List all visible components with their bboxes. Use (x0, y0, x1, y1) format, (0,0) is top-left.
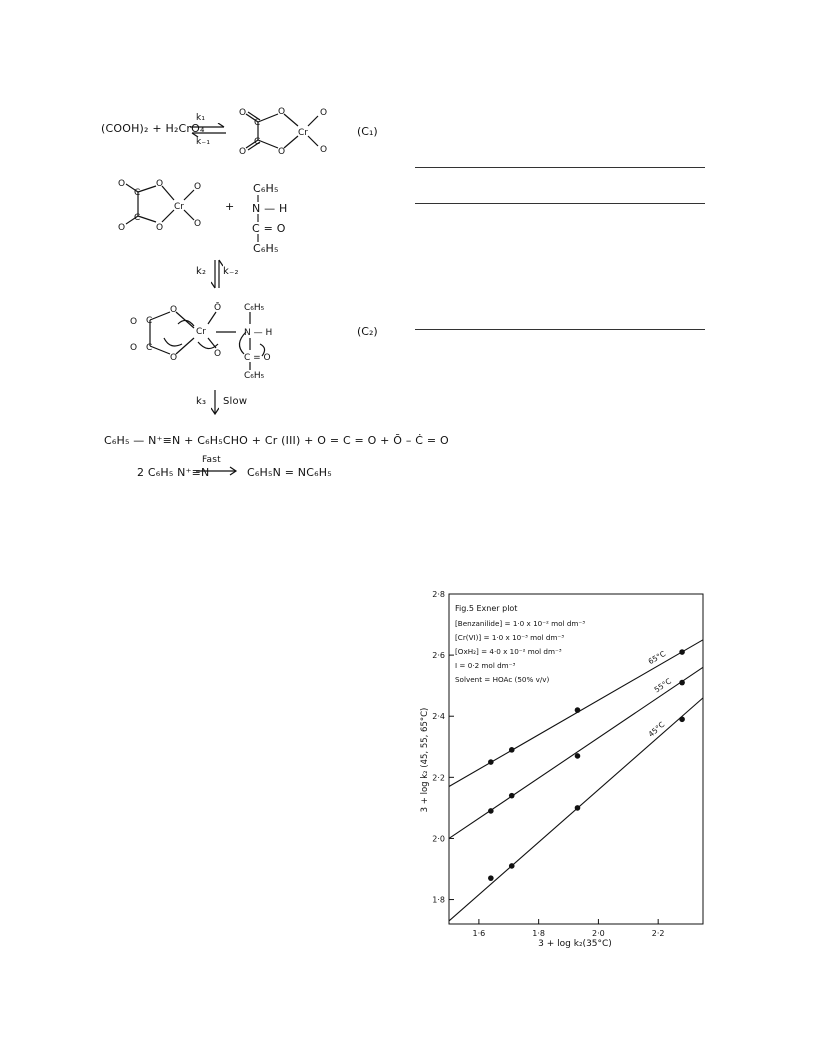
data-point (509, 793, 515, 799)
data-point (509, 863, 515, 869)
legend-line-4: I = 0·2 mol dm⁻³ (455, 661, 516, 670)
benzanilide-top: C₆H₅ (253, 182, 279, 195)
legend-line-2: [Cr(VI)] = 1·0 x 10⁻³ mol dm⁻³ (455, 633, 565, 642)
table-header-rule (415, 203, 705, 204)
x-axis-ticks (473, 919, 665, 938)
svg-text:O: O (130, 317, 138, 327)
eq1-label: (C₁) (357, 125, 378, 138)
benzanilide-bonds (254, 193, 264, 243)
svg-text:O: O (278, 147, 286, 157)
svg-text:O: O (156, 223, 164, 233)
svg-text:C: C (254, 137, 261, 147)
c2-label: (C₂) (357, 325, 378, 338)
data-point (488, 875, 494, 881)
svg-text:O: O (194, 182, 202, 192)
data-point (575, 707, 581, 713)
svg-text:O: O (130, 343, 138, 353)
fast-reactants: 2 C₆H₅ N⁺≡N (137, 466, 210, 479)
svg-text:O: O (156, 179, 164, 189)
svg-text:O: O (278, 107, 286, 117)
svg-text:Cr: Cr (196, 327, 206, 337)
data-point (488, 808, 494, 814)
x-tick-label: 1·8 (532, 929, 546, 938)
eq1-k-reverse: k₋₁ (196, 137, 211, 147)
data-point (679, 716, 685, 722)
step2-plus: + (225, 200, 235, 213)
svg-text:C = O: C = O (244, 353, 271, 363)
fast-label: Fast (202, 455, 221, 465)
table-bottom-rule (415, 329, 705, 330)
series-label: 45°C (646, 719, 667, 739)
svg-text:Cr: Cr (174, 202, 184, 212)
c2-intermediate-diagram (128, 298, 328, 378)
chart-title: Fig.5 Exner plot (455, 604, 518, 613)
svg-text:N — H: N — H (244, 328, 273, 338)
data-point (679, 680, 685, 686)
svg-text:C: C (146, 343, 153, 353)
series-labels (647, 649, 673, 739)
eq1-k-forward: k₁ (196, 113, 206, 123)
x-tick-label: 1·6 (472, 929, 486, 938)
svg-text:Cr: Cr (298, 128, 308, 138)
benzanilide-bottom: C₆H₅ (253, 242, 279, 255)
svg-text:Ō: Ō (214, 303, 222, 313)
slow-label: Slow (223, 396, 248, 407)
svg-text:O: O (118, 223, 126, 233)
fit-line (449, 667, 703, 838)
y-tick-label: 2·6 (432, 651, 445, 661)
svg-text:O: O (170, 305, 178, 315)
vertical-equilibrium-arrow-icon (211, 258, 223, 290)
svg-text:C: C (146, 316, 153, 326)
y-axis-label: 3 + log k₂ (45, 55, 65°C) (420, 707, 430, 813)
x-tick-label: 2·0 (592, 929, 605, 938)
svg-text:O: O (194, 219, 202, 229)
svg-text:O: O (320, 145, 328, 155)
products-line: C₆H₅ — N⁺≡N + C₆H₅CHO + Cr (III) + O = C = O + Ō – Ċ = O (104, 434, 449, 447)
data-point (679, 649, 685, 655)
eq1-reactants: (COOH)₂ + H₂CrO₄ (101, 122, 205, 135)
svg-text:C: C (254, 118, 261, 128)
y-tick-label: 2·8 (432, 590, 445, 599)
chromate-ester-structure (116, 178, 206, 234)
legend-line-1: [Benzanilide] = 1·0 x 10⁻² mol dm⁻³ (455, 619, 586, 628)
series-label: 55°C (652, 676, 673, 695)
svg-text:O: O (320, 108, 328, 118)
legend-line-5: Solvent = HOAc (50% v/v) (455, 675, 550, 684)
data-point (575, 753, 581, 759)
svg-text:O: O (239, 108, 247, 118)
plot-frame (449, 594, 703, 924)
x-axis-label: 3 + log k₂(35°C) (538, 939, 612, 949)
svg-text:O: O (118, 179, 126, 189)
svg-text:O: O (239, 147, 247, 157)
y-tick-label: 1·8 (432, 895, 445, 905)
svg-text:C₆H₅: C₆H₅ (244, 303, 265, 313)
fast-product: C₆H₅N = NC₆H₅ (247, 466, 332, 479)
data-point (575, 805, 581, 811)
y-tick-label: 2·0 (432, 834, 445, 844)
benzanilide-co: C = O (252, 222, 286, 235)
data-point (488, 759, 494, 765)
svg-text:C₆H₅: C₆H₅ (244, 371, 265, 378)
y-tick-label: 2·4 (432, 712, 445, 722)
series-label: 65°C (646, 649, 668, 667)
y-tick-label: 2·2 (432, 773, 445, 783)
equilibrium-arrow-icon (188, 123, 228, 137)
svg-text:O: O (214, 349, 222, 359)
fast-arrow-icon (194, 466, 240, 476)
legend-line-3: [OxH₂] = 4·0 x 10⁻² mol dm⁻³ (455, 647, 562, 656)
svg-text:C: C (134, 213, 141, 223)
table-top-rule (415, 167, 705, 168)
benzanilide-nh: N — H (252, 202, 288, 215)
data-point (509, 747, 515, 753)
x-tick-label: 2·2 (651, 929, 665, 938)
c1-structure-diagram (236, 100, 336, 160)
eq2-k-forward: k₂ (196, 266, 207, 277)
slow-arrow-icon (211, 388, 219, 416)
y-axis-ticks (432, 590, 454, 905)
eq2-k-reverse: k₋₂ (223, 266, 239, 277)
svg-text:O: O (170, 353, 178, 363)
svg-text:C: C (134, 188, 141, 198)
exner-plot (405, 580, 715, 960)
slow-k: k₃ (196, 396, 207, 407)
